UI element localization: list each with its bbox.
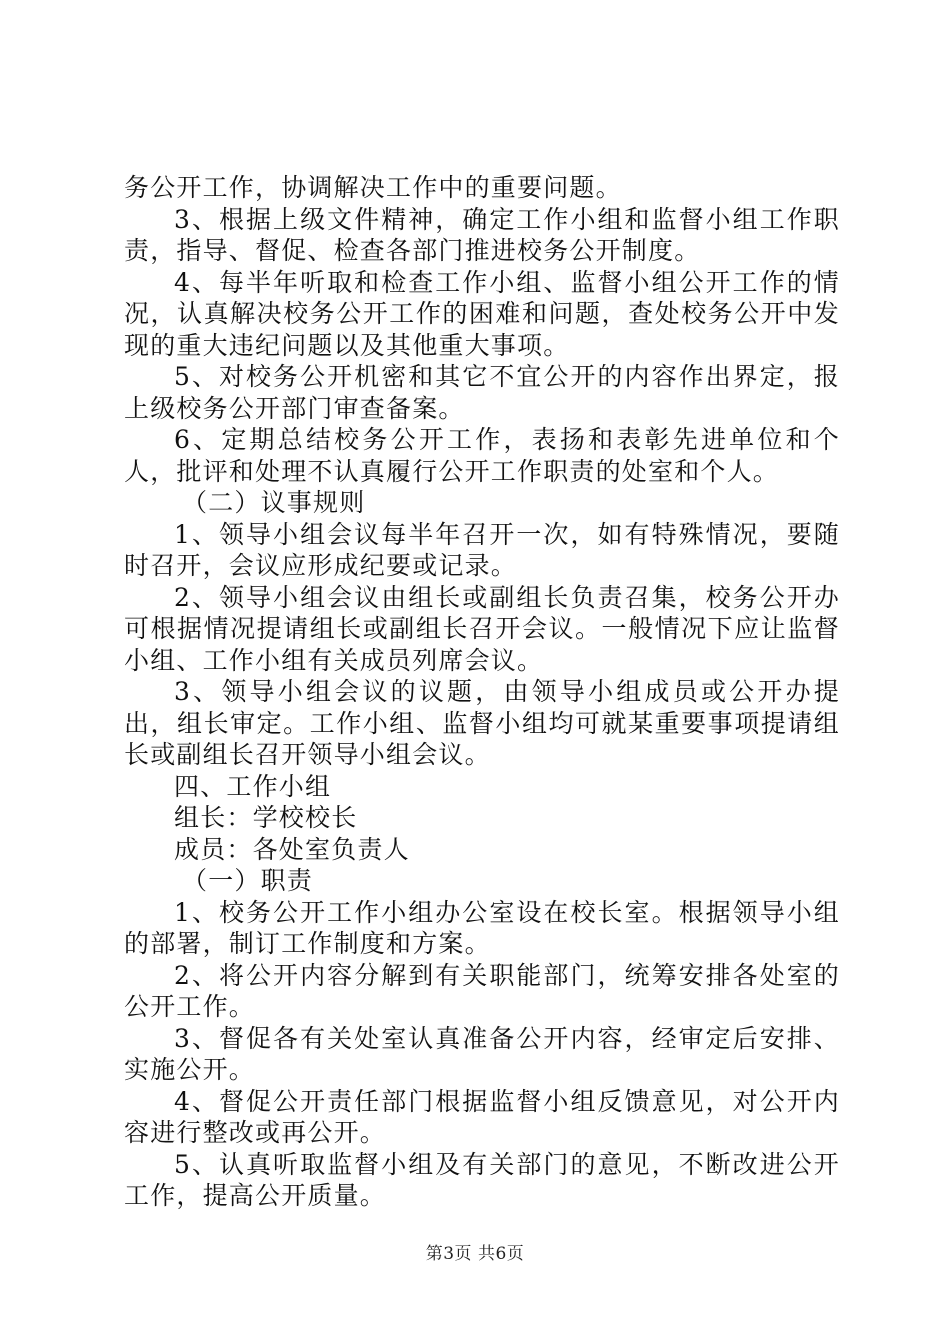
paragraph: （二）议事规则: [182, 488, 366, 517]
paragraph: 5、对校务公开机密和其它不宜公开的内容作出界定，报上级校务公开部门审查备案。: [124, 362, 840, 423]
paragraph: 1、校务公开工作小组办公室设在校长室。根据领导小组的部署，制订工作制度和方案。: [124, 897, 840, 958]
paragraph: 4、督促公开责任部门根据监督小组反馈意见，对公开内容进行整改或再公开。: [124, 1086, 840, 1147]
paragraph: 2、将公开内容分解到有关职能部门，统筹安排各处室的公开工作。: [124, 960, 840, 1021]
paragraph: 成员：各处室负责人: [174, 834, 410, 864]
paragraph: 3、督促各有关处室认真准备公开内容，经审定后安排、实施公开。: [124, 1023, 840, 1084]
page-footer: 第3页 共6页: [425, 1244, 525, 1264]
paragraph: 4、每半年听取和检查工作小组、监督小组公开工作的情况，认真解决校务公开工作的困难和问题，查处校务公开中发现的重大违纪问题以及其他重大事项。: [124, 267, 840, 360]
paragraph: 3、根据上级文件精神，确定工作小组和监督小组工作职责，指导、督促、检查各部门推进校务公开制度。: [124, 204, 840, 265]
paragraph: 5、认真听取监督小组及有关部门的意见，不断改进公开工作，提高公开质量。: [124, 1149, 840, 1210]
paragraph: 6、定期总结校务公开工作，表扬和表彰先进单位和个人，批评和处理不认真履行公开工作职责的处室和个人。: [124, 425, 840, 486]
paragraph: （一）职责: [182, 866, 314, 895]
paragraph: 务公开工作，协调解决工作中的重要问题。: [124, 173, 622, 202]
paragraph: 1、领导小组会议每半年召开一次，如有特殊情况，要随时召开，会议应形成纪要或记录。: [124, 519, 840, 580]
document-body: [124, 172, 840, 1212]
paragraph: 四、工作小组: [174, 771, 332, 801]
paragraph: 3、领导小组会议的议题，由领导小组成员或公开办提出，组长审定。工作小组、监督小组均可就某重要事项提请组长或副组长召开领导小组会议。: [124, 677, 840, 769]
paragraph: 2、领导小组会议由组长或副组长负责召集，校务公开办可根据情况提请组长或副组长召开会议。一般情况下应让监督小组、工作小组有关成员列席会议。: [124, 582, 840, 675]
paragraph: 组长：学校校长: [174, 803, 358, 832]
